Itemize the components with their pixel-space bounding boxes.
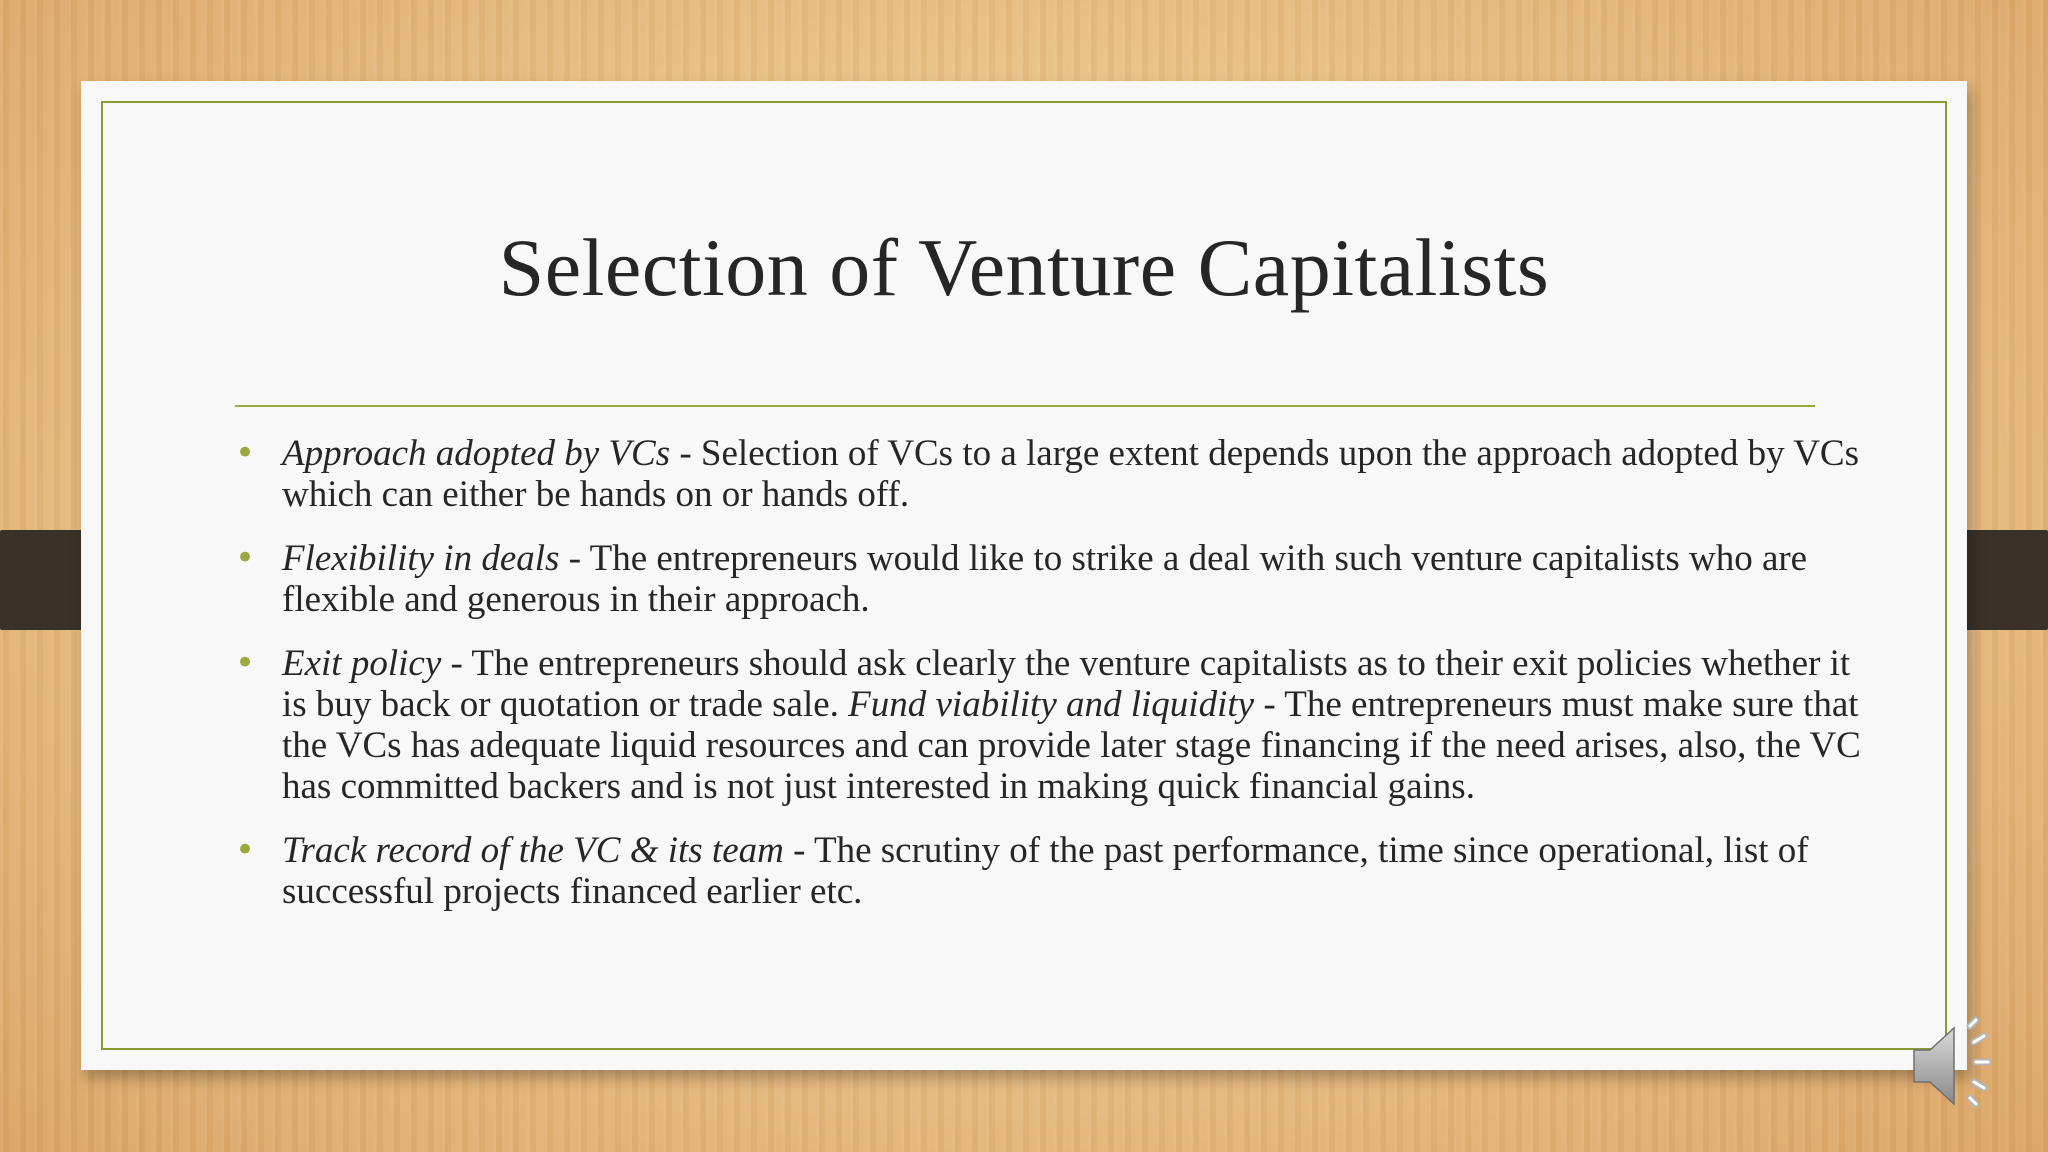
bullet-list [235, 433, 1875, 935]
bullet-term: Approach adopted by VCs [282, 433, 671, 474]
bullet-dot: • [235, 830, 256, 870]
bullet-text: - Selection of VCs to a large extent depends upon the approach adopted by VCs which can either be hands on or hands off. [282, 433, 1859, 515]
bullet-item [235, 830, 1875, 912]
slide-title: Selection of Venture Capitalists [498, 222, 1550, 313]
bullet-term: Fund viability and liquidity [848, 684, 1255, 725]
bullet-term: Flexibility in deals [282, 538, 560, 579]
bullet-dot: • [235, 538, 256, 578]
bullet-term: Exit policy [282, 643, 442, 684]
bullet-dot: • [235, 433, 256, 473]
bullet-dot: • [235, 643, 256, 683]
bullet-text: - The entrepreneurs should ask clearly the venture capitalists as to their exit policies whether it is buy back or quotation or trade sale. [282, 643, 1851, 725]
bullet-item [235, 538, 1875, 620]
speaker-icon-graphic [1908, 1012, 2008, 1112]
title-divider [235, 405, 1815, 407]
bullet-item [235, 643, 1875, 807]
slide-card [81, 81, 1967, 1070]
bullet-item [235, 433, 1875, 515]
bullet-term: Track record of the VC & its team [282, 830, 784, 871]
speaker-icon[interactable] [1908, 1012, 2008, 1112]
bullet-text: - The entrepreneurs must make sure that the VCs has adequate liquid resources and can provide later stage financing if the need arises, also, the VC has committed backers and is not just interested in making quick financial gains. [282, 684, 1861, 807]
bullet-text: - The entrepreneurs would like to strike a deal with such venture capitalists who are flexible and generous in their approach. [282, 538, 1808, 620]
bullet-text: - The scrutiny of the past performance, time since operational, list of successful projects financed earlier etc. [282, 830, 1809, 912]
